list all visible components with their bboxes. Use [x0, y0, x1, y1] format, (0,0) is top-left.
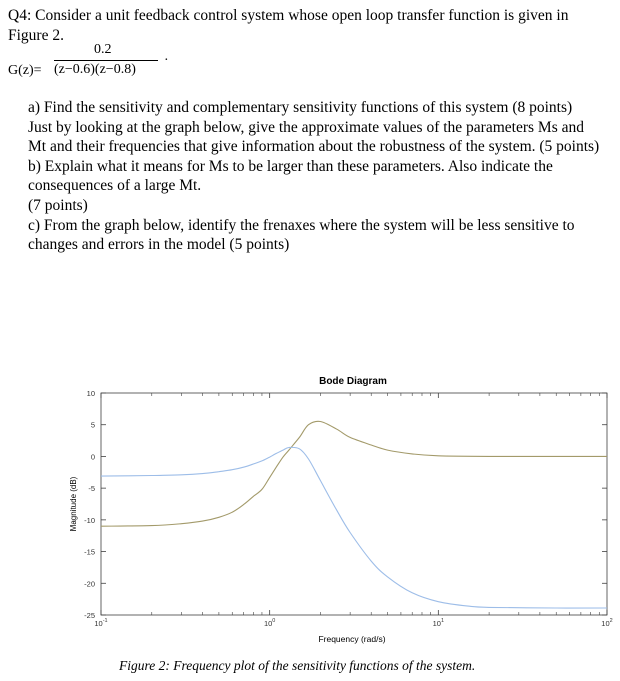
- part-c-line-1: c) From the graph below, identify the frenaxes where the system will be less sensitive to: [28, 216, 575, 234]
- formula-denominator: (z−0.6)(z−0.8): [54, 62, 136, 77]
- chart-title: Bode Diagram: [319, 376, 387, 387]
- y-tick-label: -5: [88, 484, 95, 494]
- y-tick-label: -15: [84, 547, 95, 557]
- x-axis-label: Frequency (rad/s): [318, 634, 386, 644]
- part-b-line-1: b) Explain what it means for Ms to be larger than these parameters. Also indicate the: [28, 157, 553, 175]
- formula-numerator: 0.2: [94, 42, 112, 57]
- y-axis-label: Magnitude (dB): [69, 476, 78, 532]
- y-tick-label: 0: [90, 452, 95, 462]
- y-tick-label: -10: [84, 515, 95, 525]
- formula-trailing-dot: ·: [164, 53, 169, 68]
- part-a-line-2: Just by looking at the graph below, give the approximate values of the parameters Ms and: [28, 118, 584, 136]
- plot-area: [101, 393, 607, 615]
- y-tick-label: -25: [84, 611, 95, 620]
- part-a-line-3: Mt and their frequencies that give information about the robustness of the system. (5 points): [28, 138, 600, 156]
- y-tick-label: -20: [84, 579, 95, 589]
- part-c-line-2: changes and errors in the model (5 points): [28, 236, 290, 254]
- part-b-line-3: (7 points): [28, 196, 88, 214]
- formula-lhs: G(z)=: [8, 63, 42, 78]
- y-tick-label: 10: [86, 389, 95, 398]
- question-title-line-1: Q4: Consider a unit feedback control system whose open loop transfer function is given in: [8, 7, 569, 24]
- x-tick-label: $10^1$: [432, 618, 445, 628]
- x-tick-label: $10^{-1}$: [94, 618, 108, 628]
- figure-caption: Figure 2: Frequency plot of the sensitivity functions of the system.: [119, 658, 476, 673]
- y-tick-label: 5: [90, 420, 95, 430]
- part-b-line-2: consequences of a large Mt.: [28, 177, 202, 195]
- question-title-line-2: Figure 2.: [8, 27, 64, 44]
- x-tick-label: $10^0$: [263, 618, 276, 628]
- part-a-line-1: a) Find the sensitivity and complementary sensitivity functions of this system (8 points): [28, 99, 573, 116]
- x-tick-label: $10^2$: [601, 618, 613, 628]
